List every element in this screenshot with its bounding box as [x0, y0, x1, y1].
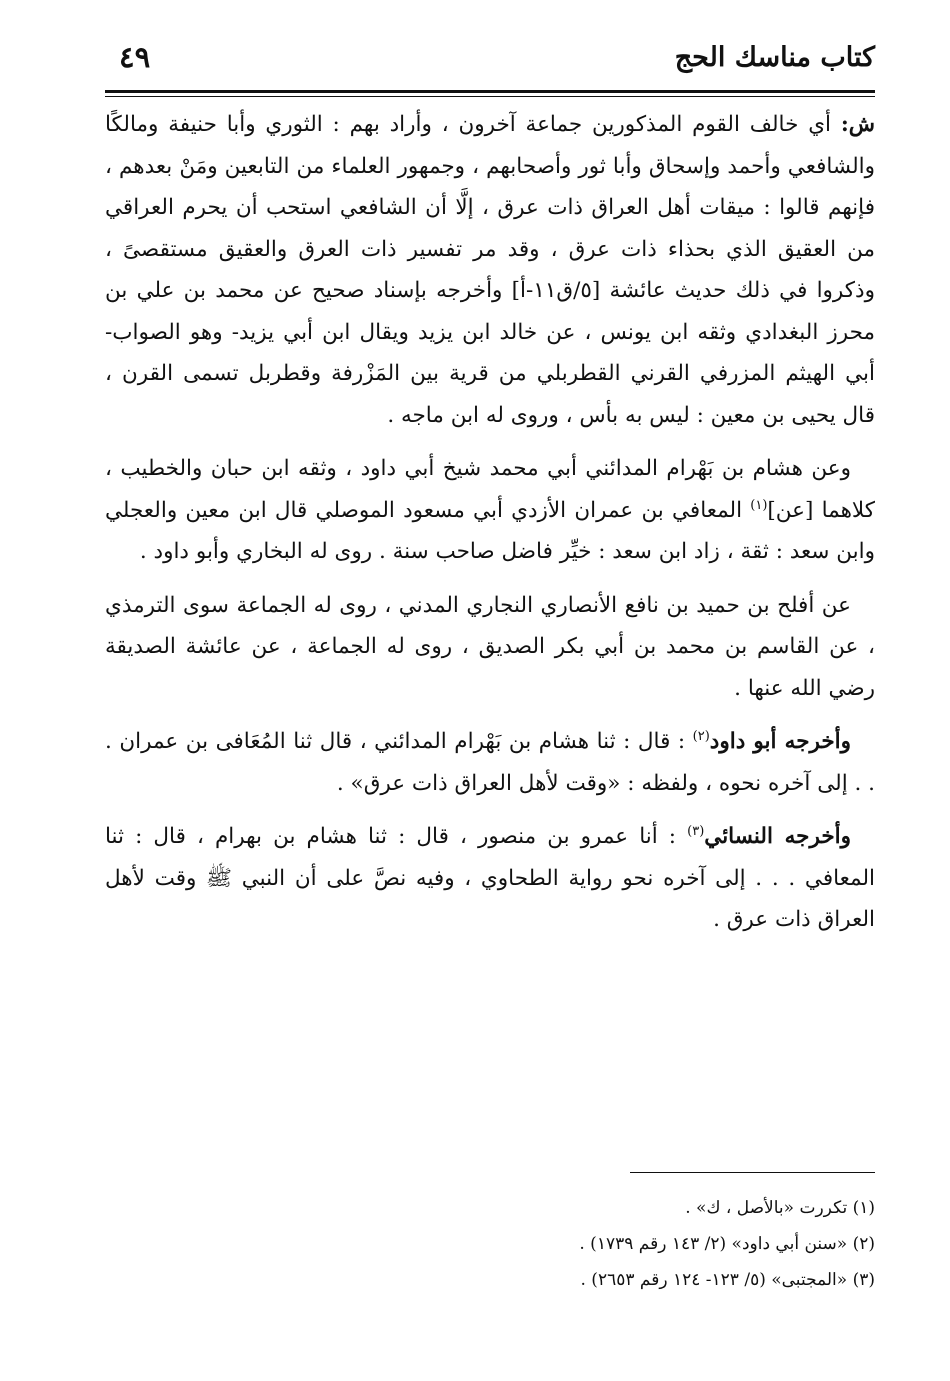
paragraph-text: أي خالف القوم المذكورين جماعة آخرون ، وأراد بهم : الثوري وأبا حنيفة ومالكًا والشافعي وأحمد وإسحاق وأبا ثور وأصحابهم ، وجمهور العلماء من التابعين ومَنْ بعدهم ، فإنهم قالوا : ميقات أهل العراق ذات عرق ، إلَّا أن الشافعي استحب أن يحرم العراقي من العقيق الذي بحذاء ذات عرق ، وقد مر تفسير ذات العرق والعقيق مستقصىً ، وذكروا في ذلك حديث عائشة [٥/ق١١-أ] وأخرجه بإسناد صحيح عن محمد بن علي بن محرز البغدادي وثقه ابن يونس ، عن خالد ابن يزيد ويقال ابن أبي يزيد- وهو الصواب- أبي الهيثم المزرفي القرني القطربلي من قرية بين المَزْرفة وقطربل تسمى القرن ، قال يحيى بن معين : ليس به بأس ، وروى له ابن ماجه .	[105, 112, 875, 428]
paragraph-abu-dawud	[105, 721, 875, 804]
paragraph-commentary	[105, 104, 875, 436]
footnote-2: (٢) «سنن أبي داود» (٢/ ١٤٣ رقم ١٧٣٩) .	[579, 1234, 875, 1254]
paragraph-text: : قال : ثنا هشام بن بَهْرام المدائني ، قال ثنا المُعَافى بن عمران . . . إلى آخره نحوه ، ولفظه : «وقت لأهل العراق ذات عرق» .	[105, 729, 875, 796]
paragraph-narrators	[105, 448, 875, 573]
footnote-ref-1[interactable]: (١)	[750, 497, 768, 513]
footnote-1: (١) تكررت «بالأصل ، ك» .	[685, 1198, 875, 1218]
paragraph-text: المعافي بن عمران الأزدي أبي مسعود الموصلي قال ابن معين والعجلي وابن سعد : ثقة ، زاد ابن سعد : خيِّر فاضل صاحب سنة . روى له البخاري وأبو داود .	[105, 497, 875, 564]
running-header	[105, 38, 875, 90]
paragraph-nasai	[105, 816, 875, 941]
paragraph-text: عن أفلح بن حميد بن نافع الأنصاري النجاري المدني ، روى له الجماعة سوى الترمذي ، عن القاسم بن محمد بن أبي بكر الصديق ، روى له الجماعة ، عن عائشة الصديقة رضي الله عنها .	[105, 592, 875, 701]
paragraph-text: وعن هشام بن بَهْرام المدائني أبي محمد شيخ أبي داود ، وثقه ابن حبان والخطيب ، كلاهما [عن]	[105, 456, 875, 523]
paragraph-text: : أنا عمرو بن منصور ، قال : ثنا هشام بن بهرام ، قال : ثنا المعافي . . . إلى آخره نحو رواية الطحاوي ، وفيه نصَّ على أن النبي ﷺ وقت لأهل العراق ذات عرق .	[105, 824, 875, 932]
paragraph-chain	[105, 585, 875, 710]
book-title: كتاب مناسك الحج	[674, 42, 875, 73]
footnote-ref-3[interactable]: (٣)	[687, 823, 705, 839]
commentary-marker: ش:	[840, 112, 875, 137]
source-label: وأخرجه أبو داود	[709, 729, 851, 754]
footnote-3: (٣) «المجتبى» (٥/ ١٢٣- ١٢٤ رقم ٢٦٥٣) .	[580, 1270, 875, 1290]
footnotes	[105, 1190, 875, 1298]
source-label: وأخرجه النسائي	[704, 824, 851, 849]
main-text	[105, 104, 875, 953]
header-rule-thick	[105, 90, 875, 93]
footnote-separator	[630, 1172, 875, 1173]
page-number: ٤٩	[119, 40, 151, 74]
footnote-ref-2[interactable]: (٢)	[692, 728, 710, 744]
header-rule-thin	[105, 96, 875, 97]
